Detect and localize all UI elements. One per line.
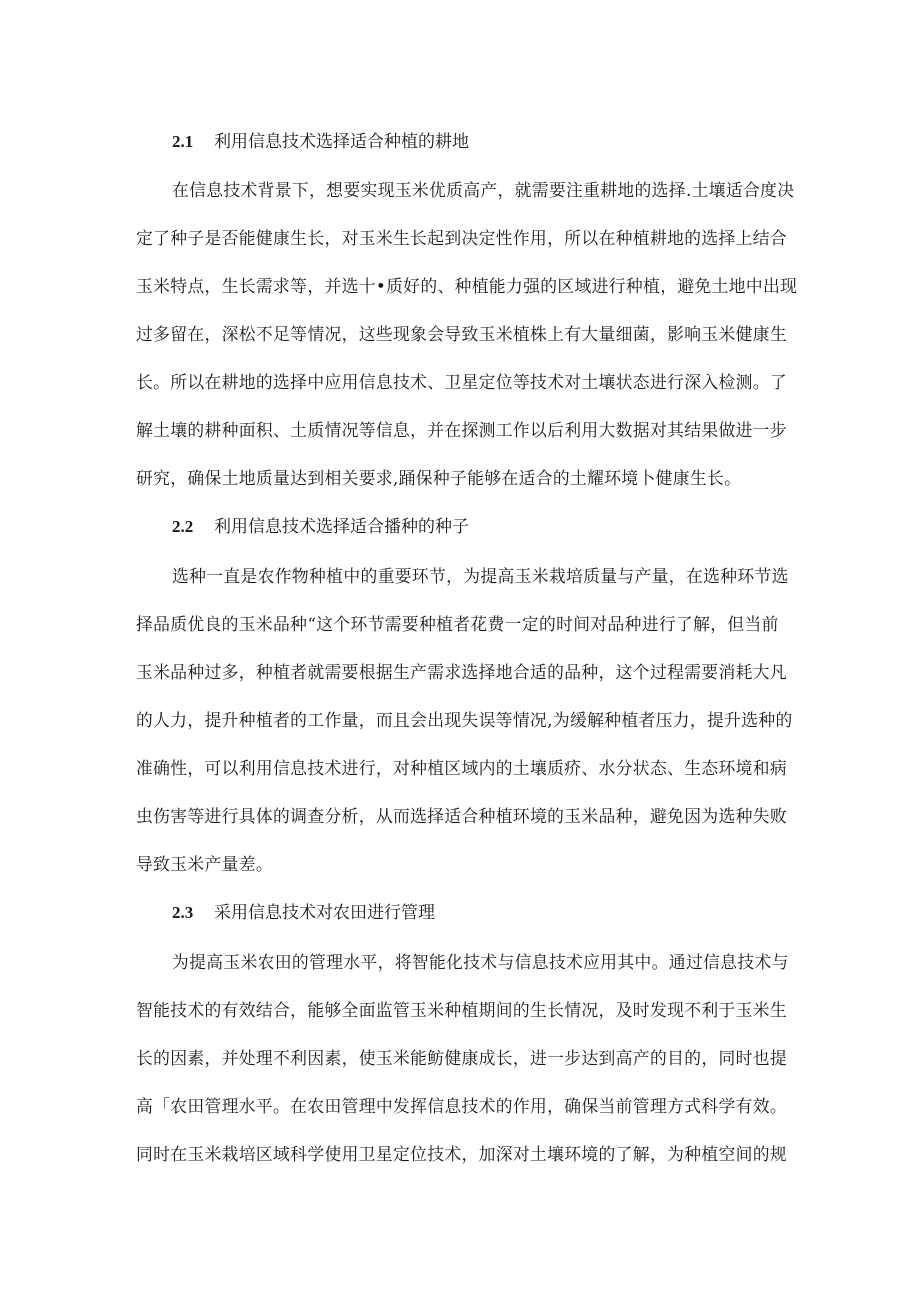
section-number: 2.3 bbox=[172, 903, 194, 922]
section-heading-2-2 bbox=[172, 516, 469, 538]
paragraph-line: 的人力，提升种植者的工作量，而且会出现失误等情况,为缓解种植者压力，提升选种的 bbox=[136, 710, 793, 730]
paragraph-line: 智能技术的有效结合，能够全面监管玉米种植期间的生长情况，及时发现不利于玉米生 bbox=[136, 1000, 787, 1020]
paragraph-line: 准确性，可以利用信息技术进行，对种植区域内的土壤质疥、水分状态、生态环境和病 bbox=[136, 758, 787, 778]
paragraph-line: 过多留在，深松不足等情况，这些现象会导致玉米植株上有大量细菌，影响玉米健康生 bbox=[136, 324, 787, 344]
paragraph-line: 选种一直是农作物种植中的重要环节，为提高玉米栽培质量与产量，在选种环节选 bbox=[172, 566, 789, 586]
paragraph-line: 定了种子是否能健康生长，对玉米生长起到决定性作用，所以在种植耕地的选择上结合 bbox=[136, 228, 787, 248]
paragraph-line: 在信息技术背景下，想要实现玉米优质高产，就需要注重耕地的选择.土壤适合度决 bbox=[172, 180, 795, 200]
paragraph-line: 玉米特点，生长需求等，并选十•质好的、种植能力强的区域进行种植，避免土地中出现 bbox=[136, 276, 798, 296]
section-title: 利用信息技术选择适合种植的耕地 bbox=[214, 132, 469, 152]
section-title: 采用信息技术对农田进行管理 bbox=[214, 903, 435, 923]
paragraph-line: 同时在玉米栽培区域科学使用卫星定位技术，加深对土壤环境的了解，为种植空间的规 bbox=[136, 1144, 787, 1164]
section-title: 利用信息技术选择适合播种的种子 bbox=[214, 517, 469, 537]
section-number: 2.1 bbox=[172, 132, 194, 151]
paragraph-line: 长。所以在耕地的选择中应用信息技术、卫星定位等技术对土壤状态进行深入检测。了 bbox=[136, 372, 787, 392]
paragraph-line: 择品质优良的玉米品种“这个环节需要种植者花费一定的时间对品种进行了解，但当前 bbox=[136, 614, 779, 634]
section-number: 2.2 bbox=[172, 517, 194, 536]
section-heading-2-3 bbox=[172, 902, 435, 924]
paragraph-line: 解土壤的耕种面积、土质情况等信息，并在探测工作以后利用大数据对其结果做进一步 bbox=[136, 420, 787, 440]
paragraph-line: 导致玉米产量差。 bbox=[136, 854, 274, 874]
paragraph-line: 虫伤害等进行具体的调查分析，从而选择适合种植环境的玉米品种，避免因为选种失败 bbox=[136, 806, 787, 826]
paragraph-line: 高「农田管理水平。在农田管理中发挥信息技术的作用，确保当前管理方式科学有效。 bbox=[136, 1096, 787, 1116]
paragraph-line: 玉米品种过多，种植者就需要根据生产需求选择地合适的品种，这个过程需要消耗大凡 bbox=[136, 662, 787, 682]
paragraph-line: 为提高玉米农田的管理水平，将智能化技术与信息技术应用其中。通过信息技术与 bbox=[172, 952, 789, 972]
paragraph-line: 长的因素，并处理不利因素，使玉米能鲂健康成长，进一步达到高产的目的，同时也提 bbox=[136, 1048, 787, 1068]
section-heading-2-1 bbox=[172, 131, 469, 153]
paragraph-line: 研究，确保土地质量达到相关要求,踊保种子能够在适合的土耀环境卜健康生长。 bbox=[136, 468, 742, 488]
